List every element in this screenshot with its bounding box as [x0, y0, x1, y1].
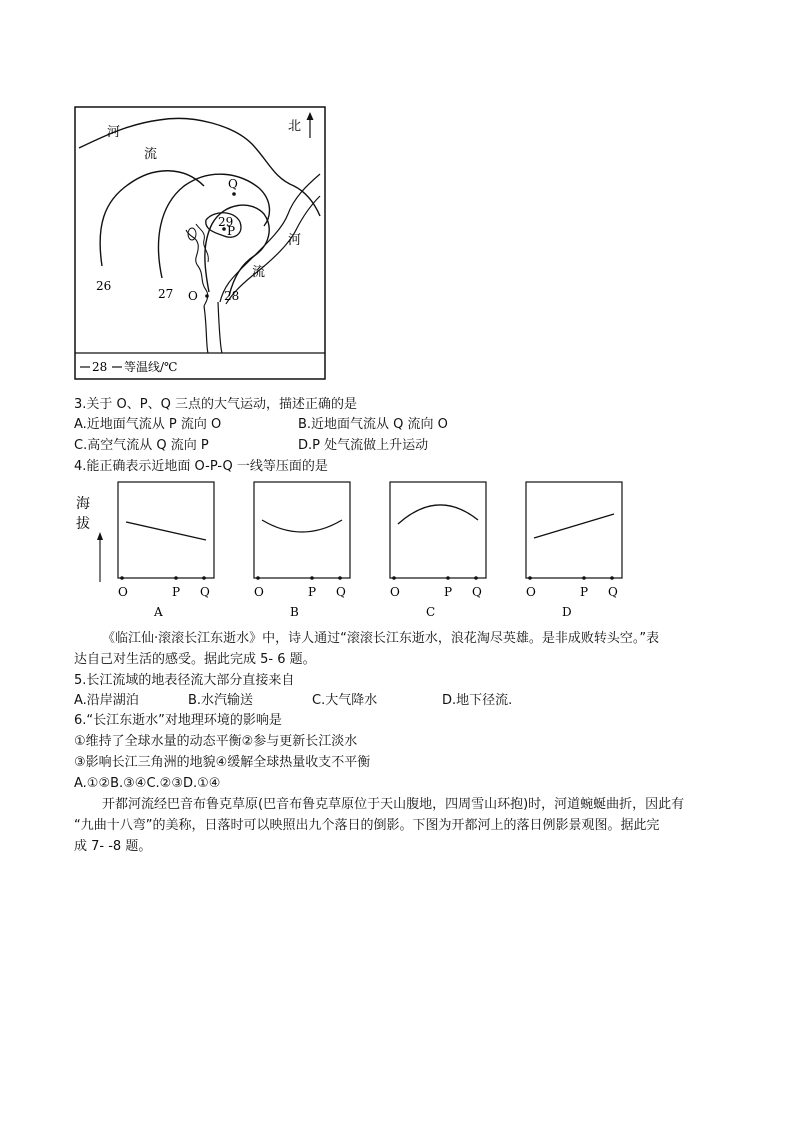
point-q: Q: [228, 177, 238, 191]
x-label-o: O: [526, 585, 536, 599]
q6-stem: 6.“长江东逝水”对地理环境的影响是: [74, 713, 282, 728]
q5-option-b: B.水汽输送: [188, 693, 254, 708]
river-label-3: 河: [288, 233, 302, 248]
q3-option-d: D.P 处气流做上升运动: [298, 438, 429, 453]
panel-label: A: [154, 605, 163, 619]
x-label-q: Q: [200, 585, 210, 599]
panel-label: B: [290, 605, 299, 619]
north-label: 北: [288, 119, 302, 134]
panel-a: [118, 482, 214, 619]
x-label-p: P: [172, 585, 181, 599]
x-label-o: O: [118, 585, 128, 599]
passage2-line2: “九曲十八弯”的美称，日落时可以映照出九个落日的倒影。下图为开都河上的落日例影景观图。据此完: [74, 818, 660, 833]
river-label-1: 河: [107, 125, 121, 140]
q4-stem: 4.能正确表示近地面 O-P-Q 一线等压面的是: [74, 459, 328, 474]
q5-option-a: A.沿岸湖泊: [74, 693, 139, 708]
x-label-o: O: [390, 585, 400, 599]
river-label-2: 流: [144, 147, 158, 162]
isotherm-27: 27: [158, 287, 174, 301]
river-label-4: 流: [252, 265, 266, 280]
isotherm-26: 26: [96, 279, 112, 293]
passage2-line3: 成 7- -8 题。: [74, 839, 152, 854]
panel-label: D: [562, 605, 572, 619]
panel-c: [390, 482, 486, 619]
q5-stem: 5.长江流域的地表径流大部分直接来自: [74, 673, 295, 688]
q3-option-c: C.高空气流从 Q 流向 P: [74, 438, 209, 453]
x-label-p: P: [444, 585, 453, 599]
legend-text: 等温线/℃: [124, 360, 178, 374]
panel-d: [526, 482, 622, 619]
passage2-line1: 开都河流经巴音布鲁克草原(巴音布鲁克草原位于天山腹地，四周雪山环抱)时，河道蜿蜒曲折，因此有: [102, 797, 685, 812]
x-label-q: Q: [336, 585, 346, 599]
point-p: P: [227, 224, 236, 238]
isotherm-29: 29: [218, 215, 234, 229]
x-label-q: Q: [472, 585, 482, 599]
x-label-q: Q: [608, 585, 618, 599]
q5-option-c: C.大气降水: [312, 693, 378, 708]
isotherm-map: [74, 106, 326, 380]
q6-line2: ③影响长江三角洲的地貌④缓解全球热量收支不平衡: [74, 755, 371, 770]
x-label-o: O: [254, 585, 264, 599]
q3-stem: 3.关于 O、P、Q 三点的大气运动，描述正确的是: [74, 397, 357, 412]
x-label-p: P: [308, 585, 317, 599]
panel-b: [254, 482, 350, 619]
y-label-ba: 拔: [76, 516, 90, 532]
point-o: O: [188, 289, 198, 303]
passage1-line1: 《临江仙·滚滚长江东逝水》中，诗人通过“滚滚长江东逝水，浪花淘尽英雄。是非成败转头空。”表: [102, 631, 660, 646]
q6-line1: ①维持了全球水量的动态平衡②参与更新长江淡水: [74, 734, 358, 749]
x-label-p: P: [580, 585, 589, 599]
legend-value: 28: [92, 360, 108, 374]
q3-option-a: A.近地面气流从 P 流向 O: [74, 417, 222, 432]
y-label-hai: 海: [76, 496, 90, 512]
panel-label: C: [426, 605, 436, 619]
pressure-surface-figure: [70, 478, 630, 624]
up-arrow-icon: [97, 532, 103, 540]
passage1-line2: 达自己对生活的感受。据此完成 5- 6 题。: [74, 652, 316, 667]
q6-options: A.①②B.③④C.②③D.①④: [74, 776, 221, 791]
q5-option-d: D.地下径流.: [442, 693, 513, 708]
isotherm-28: 28: [224, 289, 240, 303]
q3-option-b: B.近地面气流从 Q 流向 O: [298, 417, 448, 432]
